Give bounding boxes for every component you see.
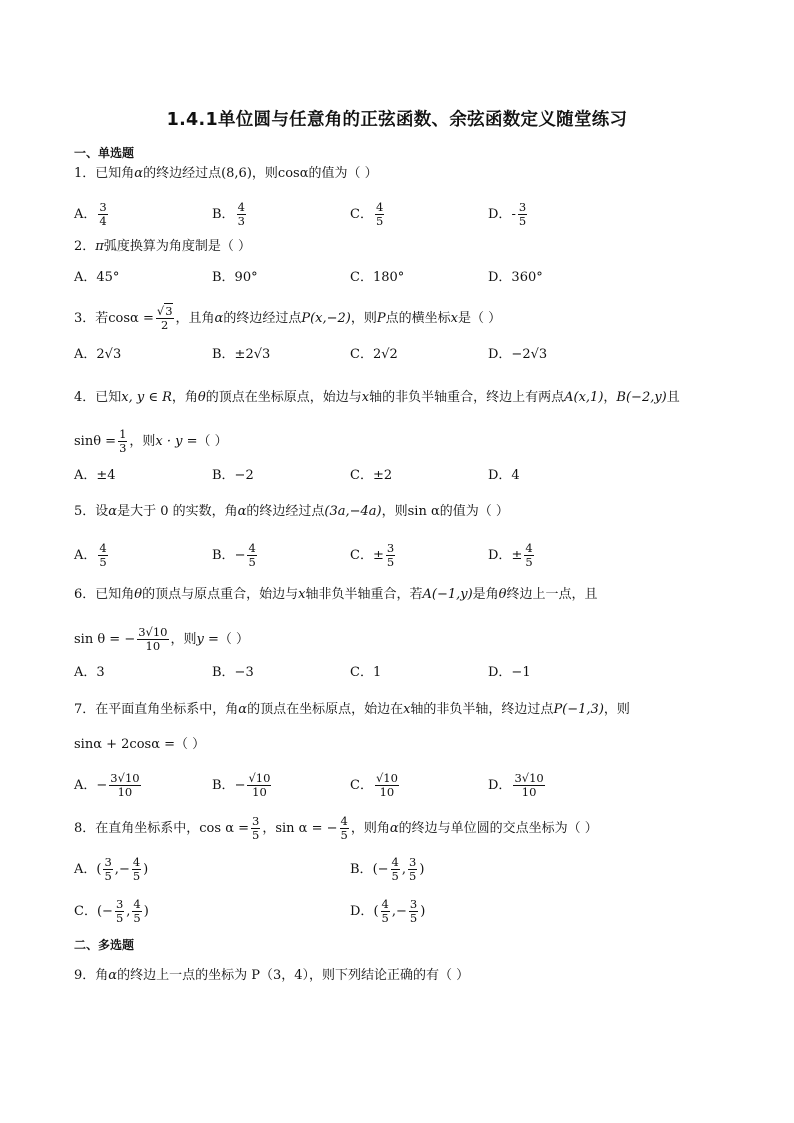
question-2: 2．π弧度换算为角度制是（ ）	[74, 239, 251, 254]
q1-option-c: C． $\frac{4}{5}$	[350, 200, 384, 228]
q8-option-d: D．( $\frac{4}{5}$ ,− $\frac{3}{5}$ )	[350, 897, 426, 925]
q8-option-b: B．(− $\frac{4}{5}$ , $\frac{3}{5}$ )	[350, 855, 425, 883]
question-7-line-2: sinα + 2cosα =（ ）	[74, 737, 206, 752]
question-8: 8．在直角坐标系中，cos α = $\frac{3}{5}$ ，sin α = − $\frac{4}{5}$ ，则角α的终边与单位圆的交点坐标为（ ）	[74, 814, 598, 842]
section-multiple-choice: 二、多选题	[74, 938, 135, 952]
q1-option-d: D．- $\frac{3}{5}$	[488, 200, 527, 228]
question-5: 5．设α是大于 0 的实数，角α的终边经过点(3a,−4a)，则sin α的值为（ ）	[74, 504, 509, 519]
q6-option-b: B．−3	[212, 665, 254, 680]
question-7-line-1: 7．在平面直角坐标系中，角α的顶点在坐标原点，始边在x轴的非负半轴，终边过点P(−1,3)，则	[74, 702, 630, 717]
q2-option-b: B．90°	[212, 270, 258, 285]
q5-option-d: D．± $\frac{4}{5}$	[488, 541, 533, 569]
question-3: 3．若cosα = $\frac{√3}{2}$ ，且角α的终边经过点P(x,−2)，则P点的横坐标x是（ ）	[74, 304, 502, 332]
q4-option-a: A．±4	[74, 468, 116, 483]
q4-option-b: B．−2	[212, 468, 254, 483]
page-title: 1.4.1单位圆与任意角的正弦函数、余弦函数定义随堂练习	[166, 110, 628, 130]
q6-option-d: D．−1	[488, 665, 531, 680]
question-9: 9．角α的终边上一点的坐标为 P（3，4），则下列结论正确的有（ ）	[74, 968, 470, 983]
q6-option-c: C．1	[350, 665, 382, 680]
q5-option-a: A． $\frac{4}{5}$	[74, 541, 107, 569]
question-6-line-2: sin θ = − $\frac{3√10}{10}$ ，则y =（ ）	[74, 625, 250, 653]
q3-option-a: A．2√3	[74, 347, 122, 362]
section-single-choice: 一、单选题	[74, 146, 135, 160]
q2-option-c: C．180°	[350, 270, 405, 285]
q2-option-d: D．360°	[488, 270, 543, 285]
question-4-line-1: 4．已知x, y ∈ R，角θ的顶点在坐标原点，始边与x轴的非负半轴重合，终边上有两点A(x,1)，B(−2,y)且	[74, 390, 680, 405]
question-1: 1．已知角α的终边经过点(8,6)，则cosα的值为（ ）	[74, 166, 378, 181]
q8-option-a: A．( $\frac{3}{5}$ ,− $\frac{4}{5}$ )	[74, 855, 149, 883]
q7-option-d: D． $\frac{3√10}{10}$	[488, 771, 544, 799]
question-4-line-2: sinθ = $\frac{1}{3}$ ，则x · y =（ ）	[74, 427, 228, 455]
q3-option-c: C．2√2	[350, 347, 398, 362]
q7-option-c: C． $\frac{√10}{10}$	[350, 771, 398, 799]
q4-option-d: D．4	[488, 468, 520, 483]
q5-option-b: B．− $\frac{4}{5}$	[212, 541, 256, 569]
q8-option-c: C．(− $\frac{3}{5}$ , $\frac{4}{5}$ )	[74, 897, 149, 925]
q3-option-d: D．−2√3	[488, 347, 548, 362]
q4-option-c: C．±2	[350, 468, 393, 483]
question-6-line-1: 6．已知角θ的顶点与原点重合，始边与x轴非负半轴重合，若A(−1,y)是角θ终边上一点，且	[74, 587, 598, 602]
q1-option-a: A． $\frac{3}{4}$	[74, 200, 107, 228]
q3-option-b: B．±2√3	[212, 347, 271, 362]
q6-option-a: A．3	[74, 665, 105, 680]
q1-option-b: B． $\frac{4}{3}$	[212, 200, 245, 228]
q7-option-b: B．− $\frac{√10}{10}$	[212, 771, 271, 799]
q5-option-c: C．± $\frac{3}{5}$	[350, 541, 395, 569]
q7-option-a: A．− $\frac{3√10}{10}$	[74, 771, 140, 799]
q2-option-a: A．45°	[74, 270, 120, 285]
